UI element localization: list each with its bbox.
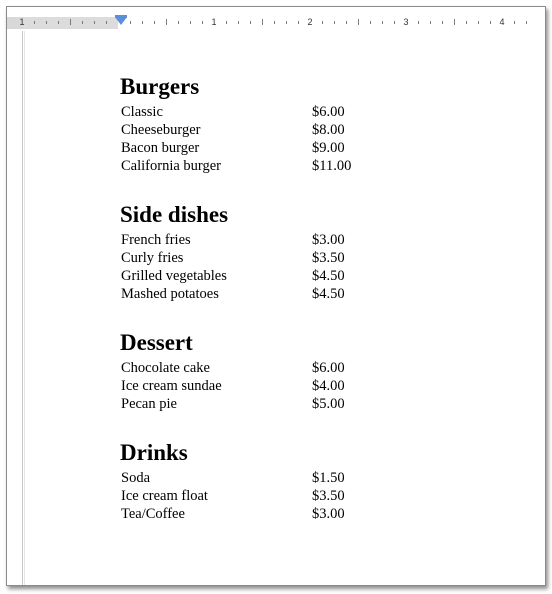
item-price: $1.50	[312, 470, 345, 486]
ruler-tick	[238, 21, 239, 24]
ruler-tick	[190, 21, 191, 24]
item-price: $6.00	[312, 360, 345, 376]
ruler-tick	[358, 19, 359, 25]
horizontal-ruler[interactable]	[7, 15, 545, 31]
ruler-tick	[394, 21, 395, 24]
ruler-tick	[478, 21, 479, 24]
item-price: $3.00	[312, 506, 345, 522]
page-left-edge	[22, 31, 23, 586]
menu-item	[120, 359, 520, 377]
ruler-tick	[106, 21, 107, 24]
ruler-tick	[154, 21, 155, 24]
item-name: Soda	[121, 470, 150, 486]
item-name: Curly fries	[121, 250, 184, 266]
ruler-tick	[94, 21, 95, 24]
ruler-number: 1	[19, 17, 25, 27]
menu-item	[120, 249, 520, 267]
ruler-tick	[298, 21, 299, 24]
item-name: Grilled vegetables	[121, 268, 227, 284]
item-price: $4.00	[312, 378, 345, 394]
item-name: Chocolate cake	[121, 360, 210, 376]
ruler-tick	[166, 19, 167, 25]
item-name: California burger	[121, 158, 221, 174]
ruler-tick	[466, 21, 467, 24]
item-price: $3.00	[312, 232, 345, 248]
item-name: Bacon burger	[121, 140, 200, 156]
section-heading: Drinks	[120, 440, 188, 465]
item-price: $3.50	[312, 250, 345, 266]
item-price: $8.00	[312, 122, 345, 138]
menu-section-dessert	[120, 329, 520, 413]
menu-item	[120, 395, 520, 413]
ruler-tick	[202, 21, 203, 24]
ruler-tick	[178, 21, 179, 24]
menu-item	[120, 469, 520, 487]
document-window	[6, 6, 546, 586]
menu-section-side-dishes	[120, 201, 520, 303]
ruler-tick	[334, 21, 335, 24]
ruler-tick	[418, 21, 419, 24]
ruler-tick	[430, 21, 431, 24]
menu-item	[120, 505, 520, 523]
ruler-tick	[322, 21, 323, 24]
menu-item	[120, 267, 520, 285]
item-price: $11.00	[312, 158, 352, 174]
ruler-tick	[370, 21, 371, 24]
menu-item	[120, 231, 520, 249]
section-heading: Side dishes	[120, 202, 229, 227]
ruler-number: 1	[211, 17, 217, 27]
ruler-tick	[226, 21, 227, 24]
ruler-tick	[70, 19, 71, 25]
ruler-tick	[490, 21, 491, 24]
ruler-tick	[142, 21, 143, 24]
ruler-number: 2	[307, 17, 313, 27]
left-indent-marker-icon[interactable]	[115, 17, 127, 25]
section-heading: Burgers	[120, 74, 200, 99]
menu-item	[120, 487, 520, 505]
menu-item	[120, 139, 520, 157]
item-price: $4.50	[312, 286, 345, 302]
item-name: Ice cream float	[121, 488, 208, 504]
ruler-number: 4	[499, 17, 505, 27]
ruler-tick	[82, 21, 83, 24]
menu-section-drinks	[120, 439, 520, 523]
ruler-tick	[454, 19, 455, 25]
menu-item	[120, 121, 520, 139]
menu-item	[120, 377, 520, 395]
ruler-tick	[46, 21, 47, 24]
ruler-tick	[382, 21, 383, 24]
ruler-tick	[442, 21, 443, 24]
item-name: French fries	[121, 232, 191, 248]
item-price: $5.00	[312, 396, 345, 412]
ruler-tick	[346, 21, 347, 24]
item-name: Pecan pie	[121, 396, 177, 412]
item-price: $9.00	[312, 140, 345, 156]
menu-section-burgers	[120, 73, 520, 175]
menu-item	[120, 157, 520, 175]
item-name: Cheeseburger	[121, 122, 201, 138]
item-name: Ice cream sundae	[121, 378, 222, 394]
item-name: Classic	[121, 104, 163, 120]
menu-item	[120, 285, 520, 303]
section-heading: Dessert	[120, 330, 193, 355]
item-price: $3.50	[312, 488, 345, 504]
ruler-tick	[526, 21, 527, 24]
menu-item	[120, 103, 520, 121]
item-price: $6.00	[312, 104, 345, 120]
ruler-tick	[130, 21, 131, 24]
ruler-tick	[262, 19, 263, 25]
ruler-tick	[34, 21, 35, 24]
item-price: $4.50	[312, 268, 345, 284]
item-name: Tea/Coffee	[121, 506, 185, 522]
item-name: Mashed potatoes	[121, 286, 219, 302]
ruler-tick	[58, 21, 59, 24]
ruler-tick	[514, 21, 515, 24]
page-left-edge-shadow	[24, 31, 25, 586]
ruler-number: 3	[403, 17, 409, 27]
ruler-tick	[274, 21, 275, 24]
ruler-tick	[286, 21, 287, 24]
ruler-tick	[250, 21, 251, 24]
